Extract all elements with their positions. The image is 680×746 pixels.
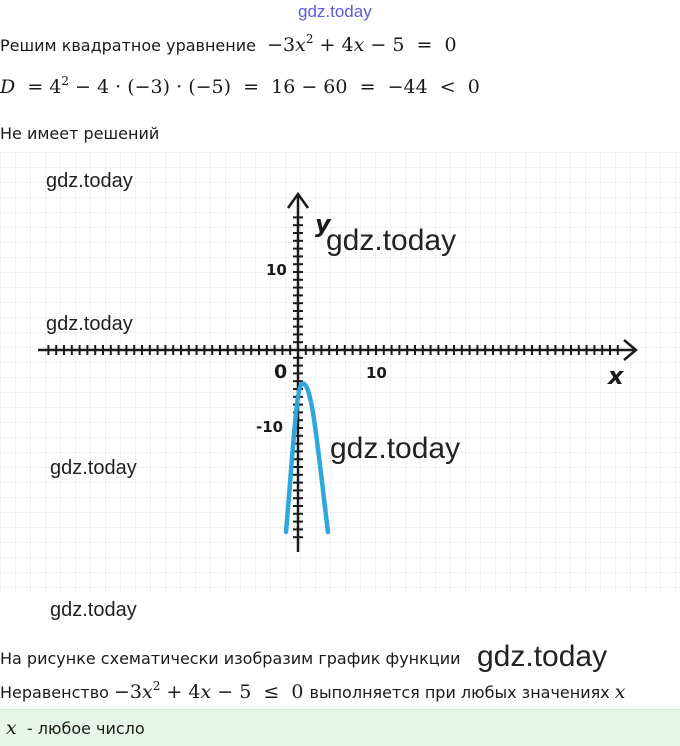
y-axis-label: y	[315, 210, 331, 238]
watermark: gdz.today	[46, 313, 133, 335]
y-tick-label-10: 10	[266, 261, 287, 279]
equation-line	[0, 34, 457, 56]
watermark: gdz.today	[326, 224, 457, 257]
y-tick-label-minus-10: -10	[256, 418, 284, 436]
graph-description: На рисунке схематически изобразим график функции	[0, 649, 461, 668]
no-solutions-text: Не имеет решений	[0, 124, 160, 143]
equation-intro: Решим квадратное уравнение	[0, 36, 256, 55]
watermark: gdz.today	[477, 640, 608, 673]
discriminant-line: $D = 4^2 - 4 \cdot (-3) \cdot (-5) = 16 - 60 = -44 < 0$	[0, 74, 480, 98]
top-watermark: gdz.today	[298, 2, 372, 21]
inequality-line: Неравенство $-3x^2 + 4x - 5 \le 0$ выполняется при любых значениях x	[0, 679, 626, 703]
origin-label: 0	[274, 361, 288, 383]
watermark: gdz.today	[46, 170, 133, 192]
watermark: gdz.today	[50, 599, 137, 621]
inequality-expression: $-3x^2 + 4x - 5 \le 0$	[114, 679, 304, 703]
grid-background	[0, 152, 680, 592]
x-tick-label-10: 10	[366, 364, 387, 382]
watermark: gdz.today	[330, 432, 461, 465]
function-graph	[0, 152, 680, 592]
quadratic-equation: $-3x^2 + 4x - 5 = 0$	[261, 32, 457, 56]
watermark: gdz.today	[50, 457, 137, 479]
answer-box	[0, 709, 680, 746]
x-axis-label: x	[608, 362, 624, 390]
graph-svg	[0, 152, 680, 592]
answer-text: x - любое число	[6, 717, 145, 739]
